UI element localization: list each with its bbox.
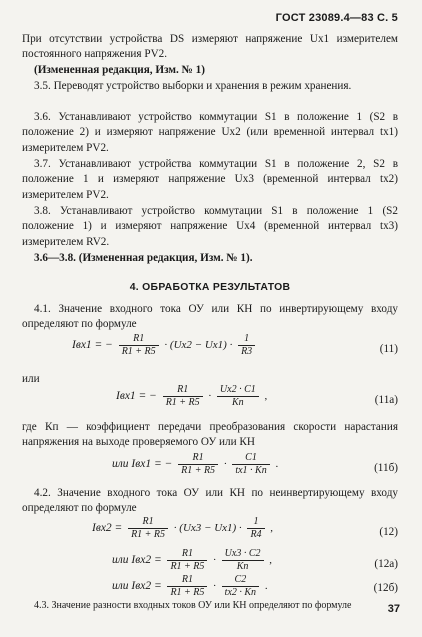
equation-number: (11б) <box>374 462 398 474</box>
equation-number: (11а) <box>374 394 398 406</box>
paragraph-4-1: 4.1. Значение входного тока ОУ или КН по инвертирующему входу определяют по формуле <box>22 303 398 331</box>
paragraph-3-7: 3.7. Устанавливают устройства коммутации S1 в положение 2, S2 в положение 1 и измеряют напряжение Uх3 (временной интервал tх2) измерителем PV2. <box>22 158 398 201</box>
paragraph-3-6: 3.6. Устанавливают устройство коммутации S1 в положение 1 (S2 в положение 2) и измеряют напряжение Uх2 (или временной интервал tх1) измерителем PV2. <box>22 111 398 154</box>
equation-11b: или Iвх1 = − $\frac{R1}{R1 + R5}$ · $\frac{C1}{tх1 \cdot Kп}$ . (11б) <box>112 452 398 476</box>
equation-12a: или Iвх2 = $\frac{R1}{R1 + R5}$ · $\frac{Uх3 \cdot C2}{Kп}$ , (12а) <box>112 548 398 572</box>
equation-11: Iвх1 = − $\frac{R1}{R1 + R5}$ · (Uх2 − Uх1) · $\frac{1}{R3}$ (11) <box>72 333 398 357</box>
equation-number: (12б) <box>373 582 398 594</box>
paragraph-4-2: 4.2. Значение входного тока ОУ или КН по неинвертирующему входу определяют по формуле <box>22 487 398 515</box>
equation-number: (12) <box>379 526 398 538</box>
equation-12: Iвх2 = $\frac{R1}{R1 + R5}$ · (Uх3 − Uх1) · $\frac{1}{R4}$ , (12) <box>92 516 398 540</box>
standard-header: ГОСТ 23089.4—83 С. 5 <box>275 12 398 24</box>
equation-12b: или Iвх2 = $\frac{R1}{R1 + R5}$ · $\frac{C2}{tх2 \cdot Kп}$ . (12б) <box>112 574 398 598</box>
page-number: 37 <box>387 603 400 615</box>
equation-number: (11) <box>379 343 398 355</box>
paragraph-3-5: 3.5. Переводят устройство выборки и хранения в режим хранения. <box>34 80 352 92</box>
paragraph-intro: При отсутствии устройства DS измеряют напряжение Uх1 измерителем постоянного напряжения PV2. <box>22 33 398 61</box>
paragraph-3-8: 3.8. Устанавливают устройство коммутации S1 в положение 1 (S2 положение 1) и измеряют напряжение Uх4 (временной интервал tх3) измерителем RV2. <box>22 205 398 248</box>
section-title: 4. ОБРАБОТКА РЕЗУЛЬТАТОВ <box>129 282 291 293</box>
equation-11a: Iвх1 = − $\frac{R1}{R1 + R5}$ · $\frac{Uх2 \cdot C1}{Kп}$ , (11а) <box>116 384 398 408</box>
definition-kp: где Кп — коэффициент передачи преобразования скорости нарастания напряжения на выходе проверяемого ОУ или КН <box>22 421 398 449</box>
amendment-note: (Измененная редакция, Изм. № 1) <box>34 64 205 76</box>
equation-number: (12а) <box>374 558 398 570</box>
or-label: или <box>22 373 40 385</box>
paragraph-4-3: 4.3. Значение разности входных токов ОУ или КН определяют по формуле <box>34 600 352 611</box>
amendment-note-3-6-3-8: 3.6—3.8. (Измененная редакция, Изм. № 1). <box>34 252 253 264</box>
